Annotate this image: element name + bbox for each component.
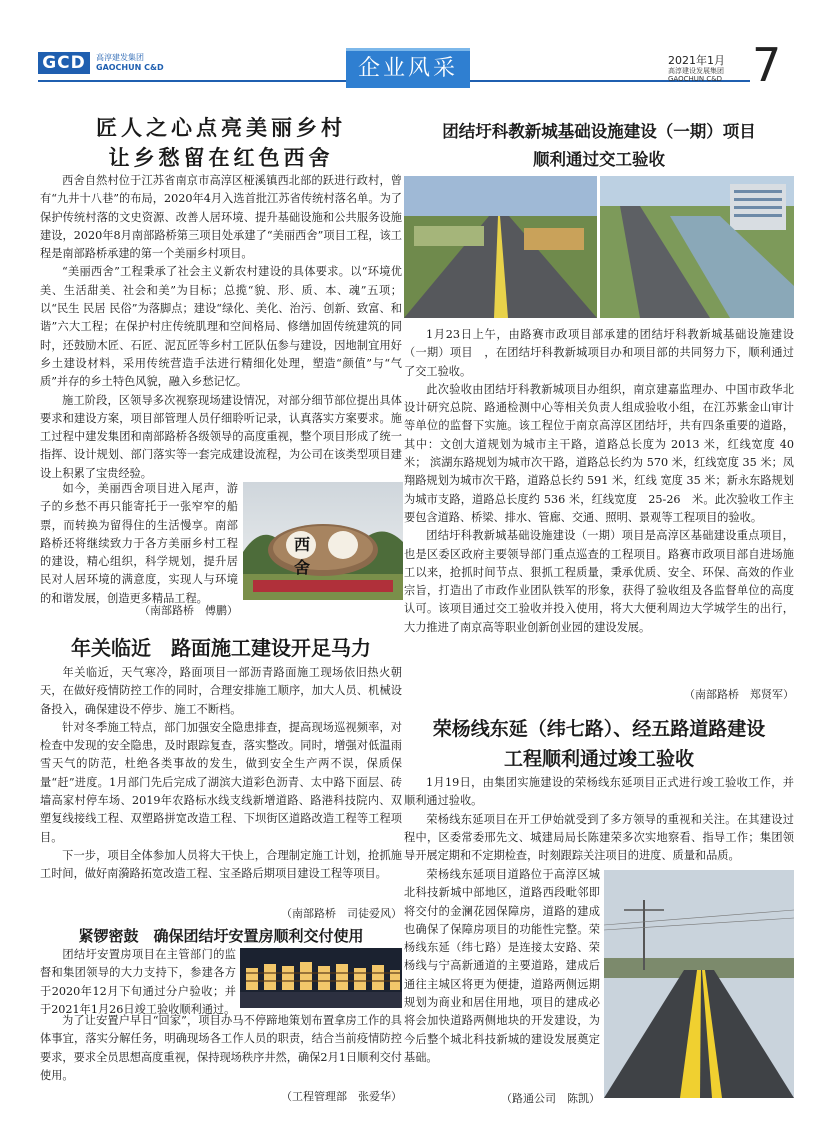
- article4-title-line2: 顺利通过交工验收: [533, 150, 665, 169]
- article1-byline: （南部路桥 傅鹏）: [139, 604, 238, 617]
- article1-body-wrap: [40, 480, 238, 608]
- header-company-en: GAOCHUN C&D: [668, 75, 723, 83]
- road-photo-right: [600, 176, 794, 318]
- article5-body: [404, 774, 794, 865]
- article2-body: [40, 664, 402, 884]
- article4-body: [404, 326, 794, 637]
- article3-byline: （工程管理部 张爱华）: [281, 1090, 402, 1103]
- issue-date: 2021年1月: [668, 54, 725, 67]
- article5-title-line1: 荣杨线东延（纬七路）、经五路道路建设: [432, 718, 766, 740]
- article3-paragraph: 为了让安置户早日“回家”，项目办马不停蹄地策划布置拿房工作的具体事宜，落实分解任务，明确现场各工作人员的职责，结合当前疫情防控要求，要求全员思想高度重视，保持现场秩序井然，确保2月1日顺利交付使用。: [40, 1014, 402, 1082]
- article2-paragraph: 下一步，项目全体参加人员将大干快上，合理制定施工计划，抢抓施工时间，做好南漪路拓宽改造工程、宝圣路后期项目建设工程等项目。: [40, 848, 402, 881]
- article2-paragraph: 年关临近，天气寒冷，路面项目一部沥青路面施工现场依旧热火朝天，在做好疫情防控工作的同时，合理安排施工顺序，加大人员、机械设备投入，确保建设不停步、施工不断档。: [40, 666, 402, 716]
- article4-title-line1: 团结圩科教新城基础设施建设（一期）项目: [442, 122, 756, 141]
- article1-paragraph: 施工阶段，区领导多次视察现场建设情况，对部分细节部位提出具体要求和建设方案，项目部管理人员仔细聆听记录，认真落实方案要求。施工过程中建发集团和南部路桥各级领导的高度重视，整个项目形成了统一指挥、设计规划、部门落实等一套完成建设流程，为公司在该类型项目建设上积累了宝贵经验。: [40, 393, 402, 480]
- logo-en-text: GAOCHUN C&D: [96, 63, 164, 72]
- article2-title: 年关临近 路面施工建设开足马力: [71, 636, 371, 660]
- article5-paragraph: 荣杨线东延项目道路位于高淳区城北科技新城中部地区，道路西段毗邻即将交付的金澜花园保障房，道路的建成也确保了保障房项目的功能性完整。荣杨线东延（纬七路）是连接太安路、荣杨线与宁高新通道的主要道路，建成后通往主城区将更为便捷，道路两侧远期规划为商业和居住用地，项目的建成必将会加快道路两侧地块的开发建设，为今后整个城北科技新城的建设发展奠定基础。: [404, 868, 600, 1064]
- article2-paragraph: 针对冬季施工特点，部门加强安全隐患排查，提高现场巡视频率，对检查中发现的安全隐患，及时跟踪复查，落实整改。同时，增强对低温雨雪天气的防范，杜绝各类事故的发生，做到安全生产两不误，保质保量“赶”进度。1月部门先后完成了湖滨大道彩色沥青、太中路下面层、砖墙高家村停车场、2019年农路标水线支线新增道路、路港科技院内、双塑复线接线工程、双塑路拼宽改造工程、下坝街区道路改造工程等工程项目。: [40, 720, 402, 844]
- article5-paragraph: 荣杨线东延项目在开工伊始就受到了多方领导的重视和关注。在其建设过程中，区委常委邢先文、城建局局长陈建荣多次实地察看、指导工作；集团领导开展定期和不定期检查，时刻跟踪关注项目的进度、质量和品质。: [404, 812, 794, 863]
- article4-paragraph: 团结圩科教新城基础设施建设（一期）项目是高淳区基础建设重点项目，也是区委区政府主要领导部门重点巡查的工程项目。路赛市政项目部自进场施工以来，抢抓时间节点、狠抓工程质量，秉承优质、安全、环保、高效的作业宗旨，打造出了市政作业团队铁军的形象，获得了验收组及各监督单位的高度认可。该项目通过交工验收并投入使用，将大大便利周边大学城学生的出行，大力推进了南京高等职业创新创业园的建设发展。: [404, 529, 794, 634]
- article3-body: [40, 1012, 402, 1085]
- header-company-cn: 高淳建设发展集团: [668, 67, 724, 75]
- page-number: 7: [752, 38, 782, 92]
- article4-byline: （南部路桥 郑贤军）: [684, 688, 794, 701]
- xishe-sign-text: 西舍: [293, 535, 310, 577]
- road-photo-left: [404, 176, 597, 318]
- article2-byline: （南部路桥 司徒爱风）: [281, 907, 402, 920]
- article5-body-wrap: [404, 866, 600, 1067]
- article3-paragraph: 团结圩安置房项目在主管部门的监督和集团领导的大力支持下，参建各方于2020年12月下旬通过分户验收；并于2021年1月26日竣工验收顺利通过。: [40, 948, 236, 1016]
- article3-title: 紧锣密鼓 确保团结圩安置房顺利交付使用: [78, 927, 364, 945]
- article1-paragraph: 如今，美丽西舍项目进入尾声，游子的乡愁不再只能寄托于一张窄窄的船票，而转换为留得住的生活慢享。南部路桥还将继续致力于各方美丽乡村工程的建设，精心组织，科学规划，提升居民对人居环境的满意度，实现人与环境的和谐发展，创造更多精品工程。: [40, 482, 238, 605]
- article5-paragraph: 1月19日，由集团实施建设的荣杨线东延项目正式进行竣工验收工作，并顺利通过验收。: [404, 776, 794, 808]
- logo-cn-text: 高淳建发集团: [96, 53, 144, 62]
- article4-paragraph: 1月23日上午，由路赛市政项目部承建的团结圩科教新城基础设施建设（一期）项目 ，在团结圩科教新城项目办和项目部的共同努力下，顺利通过了交工验收。: [404, 328, 794, 378]
- article1-body: [40, 172, 402, 483]
- article1-paragraph: “美丽西舍”工程秉承了社会主义新农村建设的具体要求。以“环境优美、生活甜美、社会和美”为目标；总揽“貌、形、质、本、魂”五项；以“民生 民居 民俗”为落脚点；建设“绿化、美化、治污、创新、致富、和谐”六大工程；在保护村庄传统肌理和空间格局、修缮加固传统建筑的同时，还鼓励木匠、石匠、泥瓦匠等乡村工匠队伍参与建设，因地制宜用好乡土建设材料，采用传统营造手法进行精细化处理，塑造“颜值”与“气质”并存的乡土特色风貌，融入乡愁记忆。: [40, 265, 402, 389]
- article1-title-line2: 让乡愁留在红色西舍: [108, 146, 334, 170]
- article5-title-line2: 工程顺利通过竣工验收: [503, 748, 694, 770]
- resettlement-night-photo: [240, 948, 402, 1008]
- article5-byline: （路通公司 陈凯）: [501, 1092, 600, 1105]
- article1-paragraph: 西舍自然村位于江苏省南京市高淳区桠溪镇西北部的跃进行政村，曾有“九井十八巷”的布局，2020年4月入选首批江苏省传统村落名单。为了保护传统村落的文史资源、改善人居环境、提升基础设施和公共服务设施建设，2020年8月南部路桥第三项目处承建了“美丽西舍”项目工程，该工程是南部路桥承建的第一个美丽乡村项目。: [40, 174, 402, 261]
- section-title: 企业风采: [346, 48, 470, 88]
- company-logo: GCD: [38, 52, 90, 74]
- article3-body-wrap: [40, 946, 236, 1019]
- xishe-photo: [243, 482, 403, 600]
- article1-title-line1: 匠人之心点亮美丽乡村: [96, 116, 346, 140]
- article4-paragraph: 此次验收由团结圩科教新城项目办组织，南京建嘉监理办、中国市政华北设计研究总院、路通检测中心等相关负责人组成验收小组，在江苏紫金山审计等单位的监督下实施。该工程位于南京高淳区团结圩，共有四条重要的道路，其中：文创大道规划为城市主干路，道路总长度为 2013 米，红线宽度 40 米； 滨湖东路规划为城市次干路，道路总长约为 570 米，红线宽度 35 米；凤翔路规划为城市次干路，道路总长约 591 米，红线 宽度 35 米；新永东路规划为城市支路，道路总长度约 536 米，红线宽度 25-26 米。此次验收工作主要包含道路、桥梁、排水、管廊、交通、照明、景观等工程项目的验收。: [404, 382, 794, 524]
- yangxian-road-photo: [604, 870, 794, 1098]
